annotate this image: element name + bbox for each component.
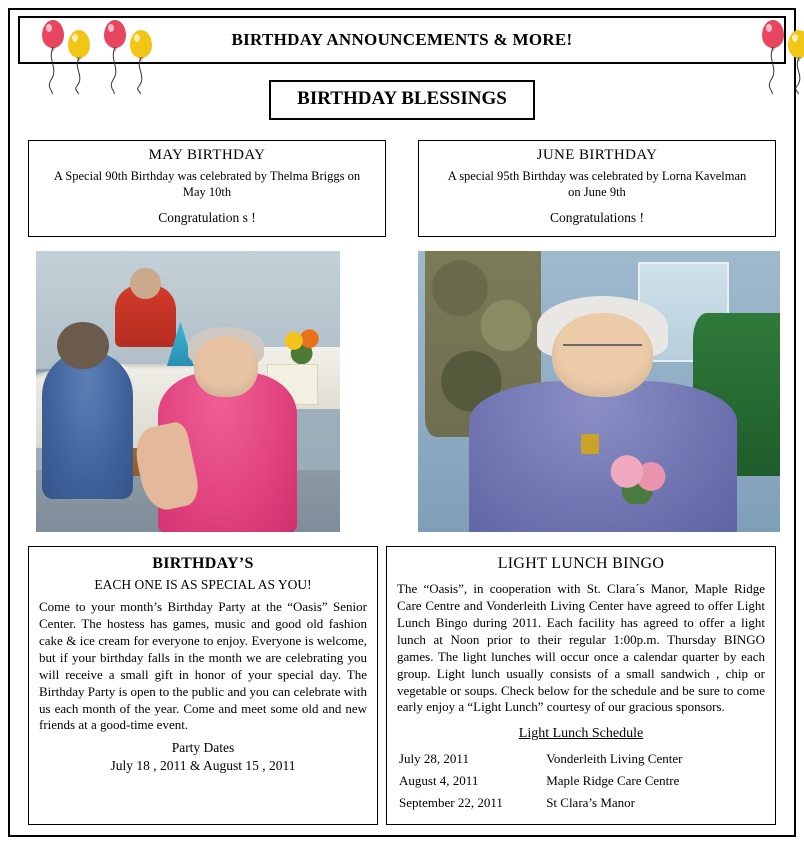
may-line-2: May 10th — [182, 184, 232, 199]
schedule-place: Vonderleith Living Center — [546, 751, 683, 767]
balloon-highlight — [766, 24, 772, 32]
balloon-highlight — [46, 24, 52, 32]
june-congrats: Congratulations ! — [549, 210, 645, 226]
photo-background-person-head — [130, 268, 160, 299]
birthdays-title: BIRTHDAY’S — [152, 555, 254, 573]
may-birthday-photo — [36, 251, 340, 532]
balloon-highlight — [108, 24, 114, 32]
masthead — [18, 16, 786, 64]
balloon-highlight — [134, 34, 140, 42]
photo-flower-bouquet — [273, 324, 325, 366]
bingo-schedule-title: Light Lunch Schedule — [518, 726, 644, 742]
masthead-title: BIRTHDAY ANNOUNCEMENTS & MORE! — [231, 30, 573, 49]
june-heading: JUNE BIRTHDAY — [536, 147, 658, 163]
balloon-yellow-1 — [68, 30, 90, 58]
photo-guest-blue — [42, 352, 133, 498]
schedule-date: August 4, 2011 — [399, 773, 479, 789]
balloon-red-1 — [42, 20, 64, 48]
photo-honoree-face — [194, 336, 258, 398]
photo-honoree-pin — [581, 434, 599, 454]
bingo-title: LIGHT LUNCH BINGO — [497, 555, 665, 573]
schedule-date: September 22, 2011 — [399, 795, 503, 811]
blessings-banner: BIRTHDAY BLESSINGS — [269, 80, 535, 120]
balloon-yellow-2 — [130, 30, 152, 58]
june-birthday-photo — [418, 251, 780, 532]
birthdays-body: Come to your month’s Birthday Party at the “Oasis” Senior Center. The hostess has games, music and good old fashion cake & ice cream for everyone to enjoy. Everyone is welcome, but if your birthday falls in the month we are celebrating you will receive a small gift in honor of your special day. The Birthday Party is open to the public and you can celebrate with us each month of the year. Come and meet some old and new friends at a good-time event. — [39, 599, 367, 733]
balloon-highlight — [72, 34, 78, 42]
may-congrats: Congratulation s ! — [158, 210, 256, 226]
party-dates-label: Party Dates — [171, 740, 235, 756]
may-heading: MAY BIRTHDAY — [148, 147, 266, 163]
may-line-1: A Special 90th Birthday was celebrated by Thelma Briggs on — [53, 169, 361, 183]
schedule-place: St Clara’s Manor — [546, 795, 636, 811]
schedule-date: July 28, 2011 — [399, 751, 469, 767]
birthdays-subtitle: EACH ONE IS AS SPECIAL AS YOU! — [94, 577, 312, 593]
schedule-place: Maple Ridge Care Centre — [546, 773, 680, 789]
photo-honoree-glasses — [563, 344, 643, 360]
june-line-2: on June 9th — [568, 184, 626, 199]
balloon-red-3 — [762, 20, 784, 48]
balloon-red-2 — [104, 20, 126, 48]
june-line-1: A special 95th Birthday was celebrated by Lorna Kavelman — [447, 169, 747, 183]
photo-guest-blue-head — [57, 322, 109, 370]
party-dates-value: July 18 , 2011 & August 15 , 2011 — [110, 758, 296, 774]
bingo-body: The “Oasis”, in cooperation with St. Clara´s Manor, Maple Ridge Care Centre and Vonderleith Living Center have agreed to offer Light Lunch Bingo during 2011. Each facility has agreed to offer a light lunch at Noon prior to their regular 1:00p.m. Thursday BINGO games. The light lunches will occur once a calendar quarter by each group. Light lunch usually consists of a small sandwich , chip or vegetable or soups. Check below for the schedule and be sure to come early enjoy a “Light Lunch” courtesy of our gracious sponsors. — [397, 581, 765, 715]
photo-corsage — [599, 454, 679, 505]
